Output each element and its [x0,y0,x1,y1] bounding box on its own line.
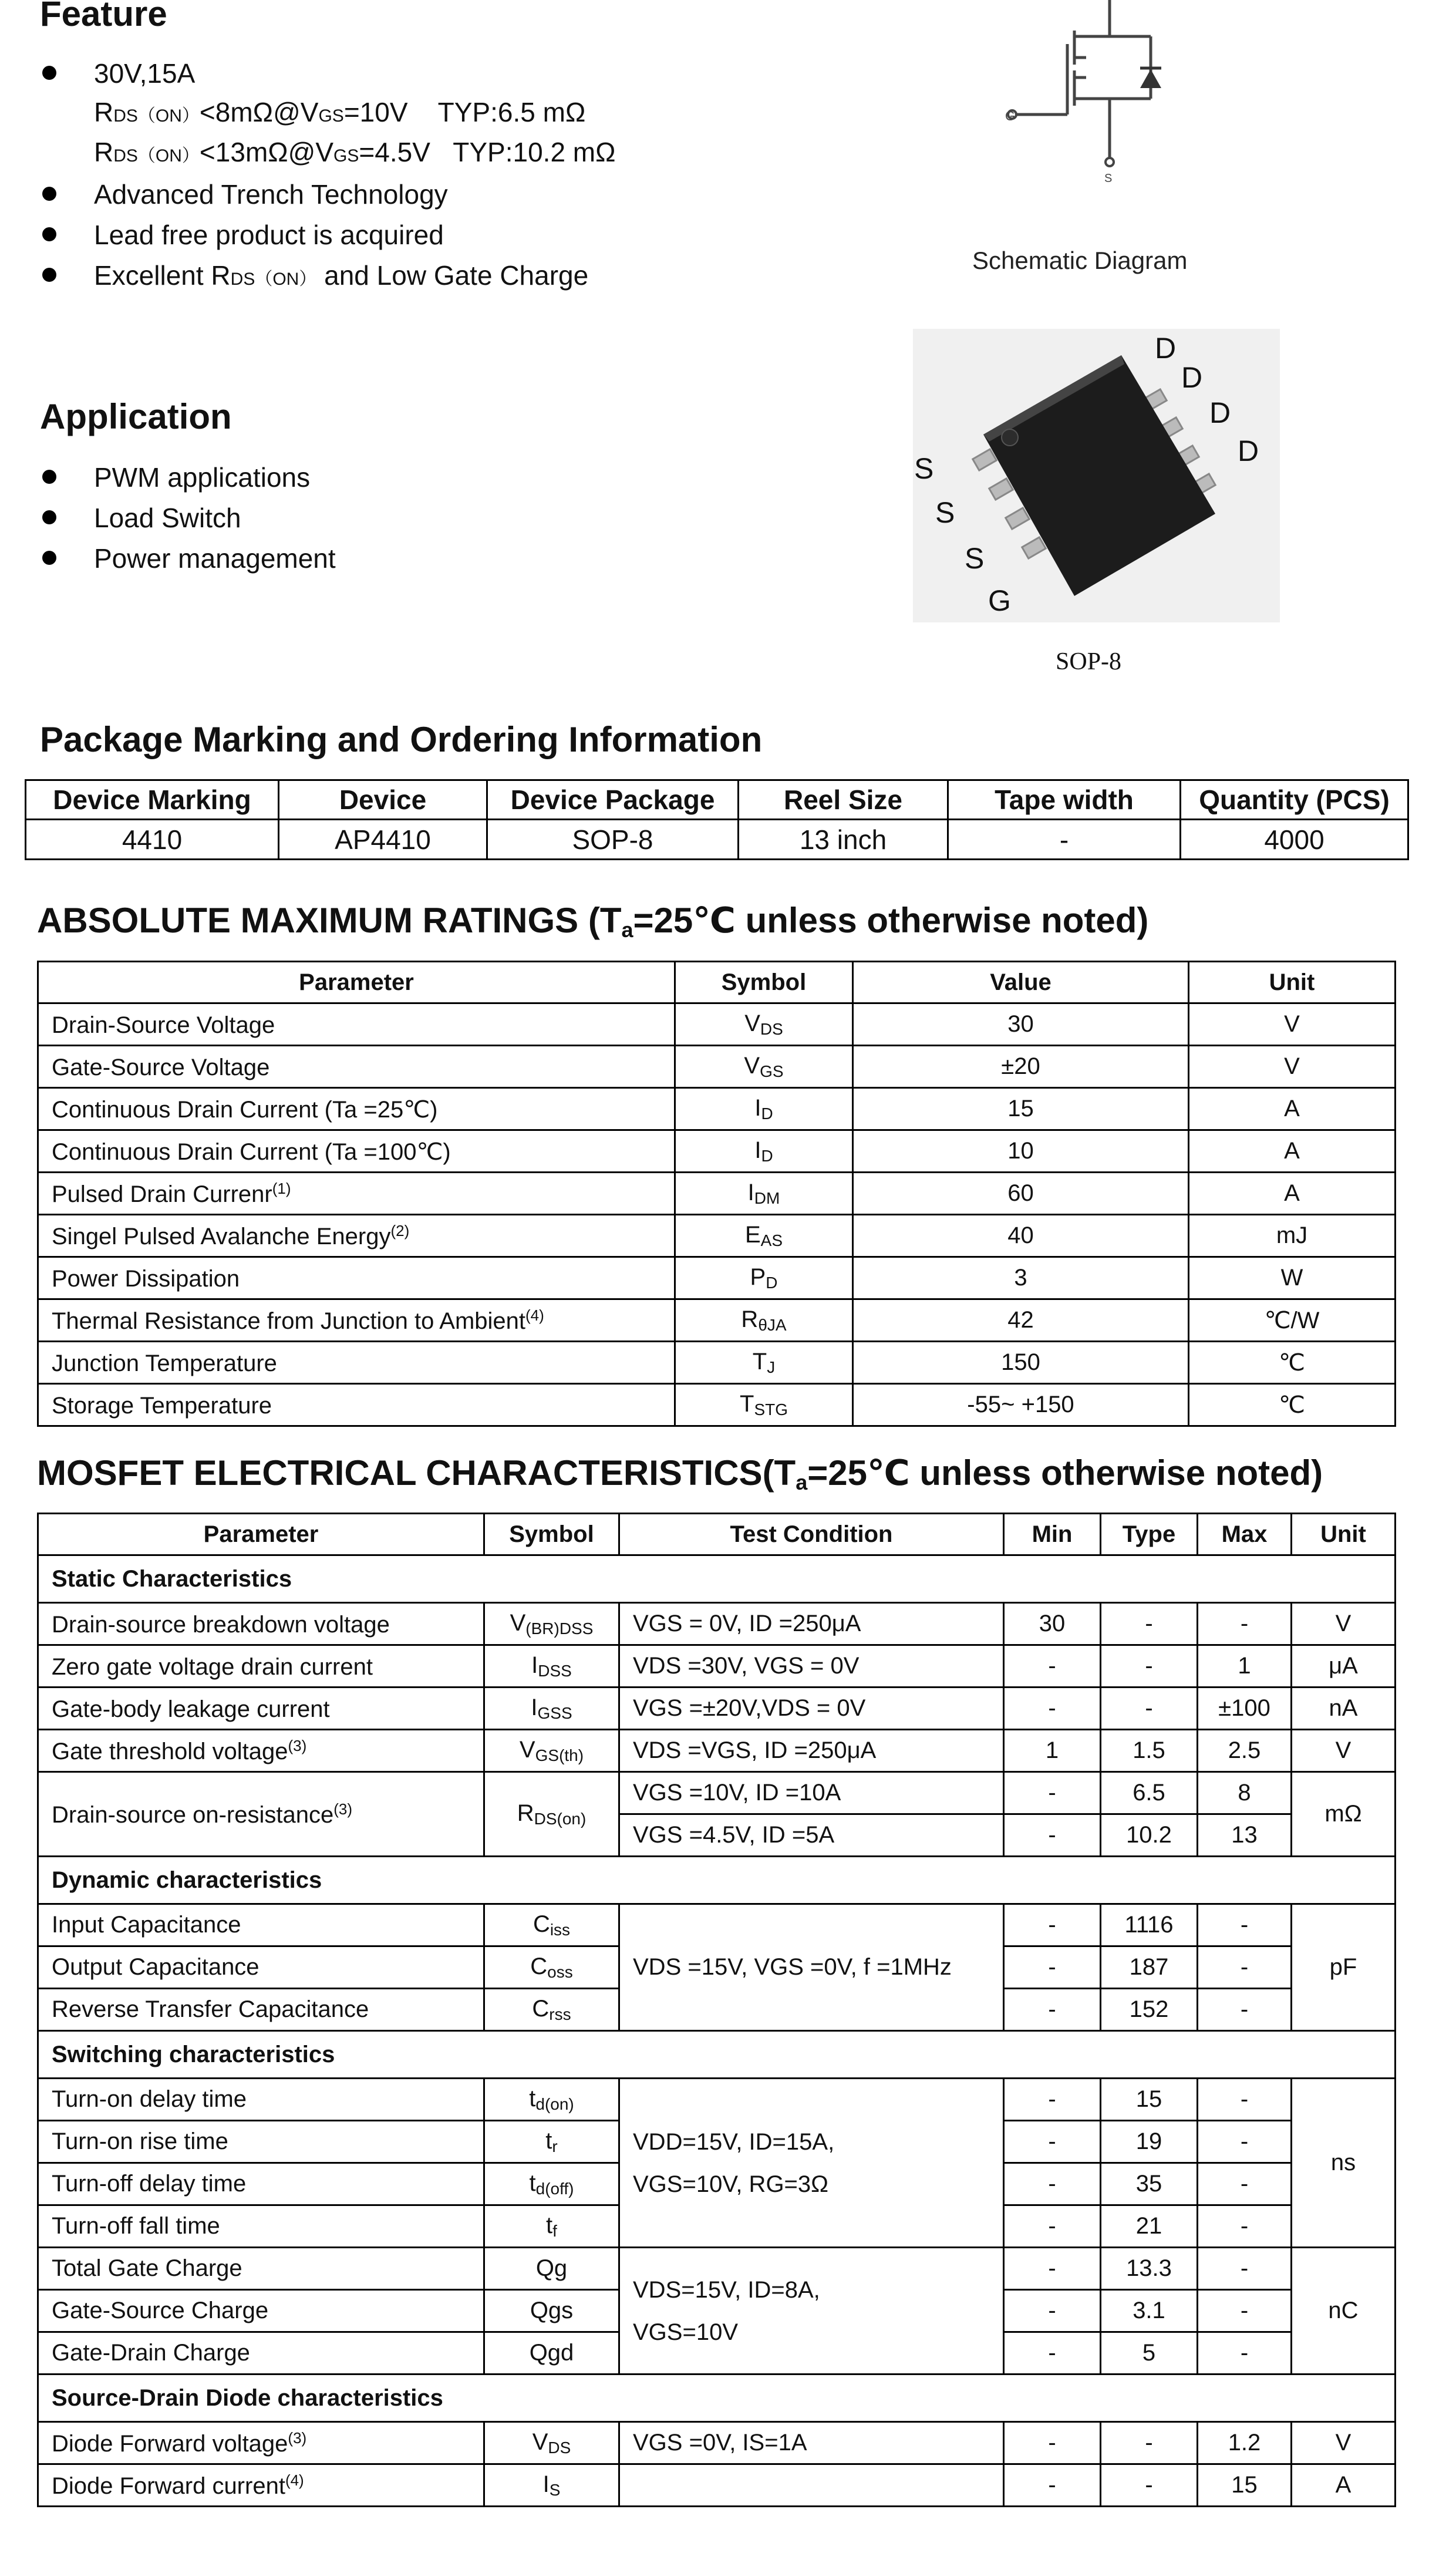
bullet-icon [42,551,56,565]
table-row: Diode Forward voltage$^{(3)}$ $V_{DS}$ VGS =0V, IS=1A - - 1.2 V [38,2422,1396,2464]
table-row: Pulsed Drain Currenr$^{(1)}$ $I_{DM}$ 60 A [38,1173,1396,1215]
schematic-caption: Schematic Diagram [972,247,1188,274]
table-header: Unit [1189,962,1396,1003]
list-item: Advanced Trench Technology [40,181,588,221]
ordering-heading: Package Marking and Ordering Information [40,720,763,759]
table-row: Junction Temperature $T_J$ 150 ℃ [38,1342,1396,1384]
table-header: Device Marking [26,780,279,820]
elec-table [37,1513,1396,2507]
table-row: Thermal Resistance from Junction to Ambient$^{(4)}$ $R_{\theta JA}$ 42 ℃/W [38,1299,1396,1342]
table-row: Output Capacitance $C_{oss}$ - 187 - [38,1946,1396,1989]
list-item: PWM applications [40,464,336,504]
table-row: Continuous Drain Current (Ta =25℃) $I_D$ 15 A [38,1088,1396,1130]
table-header: Device Package [487,780,739,820]
bullet-icon [42,187,56,201]
table-row: Singel Pulsed Avalanche Energy$^{(2)}$ $E_{AS}$ 40 mJ [38,1215,1396,1257]
table-row: Gate-Drain Charge Qgd - 5 - [38,2332,1396,2375]
bullet-icon [42,227,56,241]
table-row: Input Capacitance $C_{iss}$ VDS =15V, VGS =0V, f =1MHz - 1116 - pF [38,1904,1396,1946]
pin-label: D [1209,396,1231,429]
section-switching: Switching characteristics [38,2031,1396,2079]
table-header: Parameter [38,1514,484,1555]
pin-label: D [1181,361,1203,394]
bullet-icon [42,268,56,282]
feature-list-2 [40,181,588,302]
table-row: Drain-source breakdown voltage $V_{(BR)DSS}$ VGS = 0V, ID =250μA 30 - - V [38,1603,1396,1645]
table-row: Diode Forward current$^{(4)}$ $I_S$ - - 15 A [38,2464,1396,2507]
feature-list [40,60,195,100]
table-row: Gate threshold voltage$^{(3)}$ $V_{GS(th)}$ VDS =VGS, ID =250μA 1 1.5 2.5 V [38,1730,1396,1772]
table-row: Turn-off fall time $t_f$ - 21 - [38,2205,1396,2248]
bullet-icon [42,66,56,80]
feature-heading: Feature [40,0,167,33]
table-row: Gate-body leakage current $I_{GSS}$ VGS =±20V,VDS = 0V - - ±100 nA [38,1688,1396,1730]
abs-max-table [37,961,1396,1427]
table-row: Gate-Source Charge Qgs - 3.1 - [38,2290,1396,2332]
pin-label: S [935,496,955,529]
list-item: Power management [40,545,336,585]
table-header: Tape width [948,780,1181,820]
table-header: Parameter [38,962,675,1003]
list-item: Excellent RDS（ON） and Low Gate Charge [40,262,588,302]
table-header: Symbol [484,1514,619,1555]
table-row: Total Gate Charge Qg VDS=15V, ID=8A, VGS=10V - 13.3 - nC [38,2248,1396,2290]
svg-text:G: G [1005,109,1016,123]
table-row: VGS =4.5V, ID =5A - 10.2 13 [38,1814,1396,1857]
elec-heading: MOSFET ELECTRICAL $CHARACTERISTICS(T_a=25℃$ unless otherwise noted) [37,1453,1323,1494]
list-item: 30V,15A [40,60,195,100]
table-row: Zero gate voltage drain current $I_{DSS}$ VDS =30V, VGS = 0V - - 1 μA [38,1645,1396,1688]
application-list [40,464,336,585]
table-row: Storage Temperature $T_{STG}$ -55~ +150 ℃ [38,1384,1396,1426]
pin-label: S [914,452,934,485]
table-row: Drain-source on-resistance$^{(3)}$ $R_{DS(on)}$ VGS =10V, ID =10A - 6.5 8 mΩ [38,1772,1396,1814]
table-header: Type [1101,1514,1198,1555]
mosfet-schematic-icon [998,0,1174,194]
table-header: Test Condition [619,1514,1004,1555]
svg-text:S: S [1104,172,1113,185]
rds-line-1: RDS（ON）<8mΩ@VGS=10V TYP:6.5 mΩ [94,97,586,127]
table-row: Drain-Source Voltage $V_{DS}$ 30 V [38,1003,1396,1046]
table-header: Unit [1292,1514,1396,1555]
table-header: Device [279,780,487,820]
package-caption: SOP-8 [1056,648,1122,675]
abs-max-heading: ABSOLUTE MAXIMUM RATINGS ($T_a=25℃$ unless otherwise noted) [37,901,1149,942]
table-header: Value [853,962,1189,1003]
ordering-table [25,779,1409,860]
bullet-icon [42,470,56,484]
table-row: Power Dissipation $P_D$ 3 W [38,1257,1396,1299]
table-header: Symbol [675,962,853,1003]
table-row: Turn-on rise time $t_r$ - 19 - [38,2121,1396,2163]
section-dynamic: Dynamic characteristics [38,1857,1396,1904]
table-row: Reverse Transfer Capacitance $C_{rss}$ - 152 - [38,1989,1396,2031]
table-row: Turn-on delay time $t_{d(on)}$ VDD=15V, ID=15A, VGS=10V, RG=3Ω - 15 - ns [38,2079,1396,2121]
pin-label: D [1238,435,1259,467]
pin-label: S [965,542,985,575]
table-row: Gate-Source Voltage $V_{GS}$ ±20 V [38,1046,1396,1088]
section-static: Static Characteristics [38,1555,1396,1603]
section-diode: Source-Drain Diode characteristics [38,2375,1396,2422]
table-row: Turn-off delay time $t_{d(off)}$ - 35 - [38,2163,1396,2205]
rds-line-2: RDS（ON）<13mΩ@VGS=4.5V TYP:10.2 mΩ [94,137,616,167]
table-header: Reel Size [739,780,948,820]
list-item: Load Switch [40,504,336,545]
application-heading: Application [40,397,232,436]
table-row: Continuous Drain Current (Ta =100℃) $I_D$ 10 A [38,1130,1396,1173]
table-row: 4410 AP4410 SOP-8 13 inch - 4000 [26,820,1408,860]
table-header: Quantity (PCS) [1181,780,1408,820]
table-header: Max [1198,1514,1292,1555]
bullet-icon [42,510,56,524]
list-item: Lead free product is acquired [40,221,588,262]
table-header: Min [1004,1514,1101,1555]
pin-label: D [1155,332,1177,365]
sop8-chip-icon [913,329,1280,622]
pin-label: G [988,584,1011,617]
